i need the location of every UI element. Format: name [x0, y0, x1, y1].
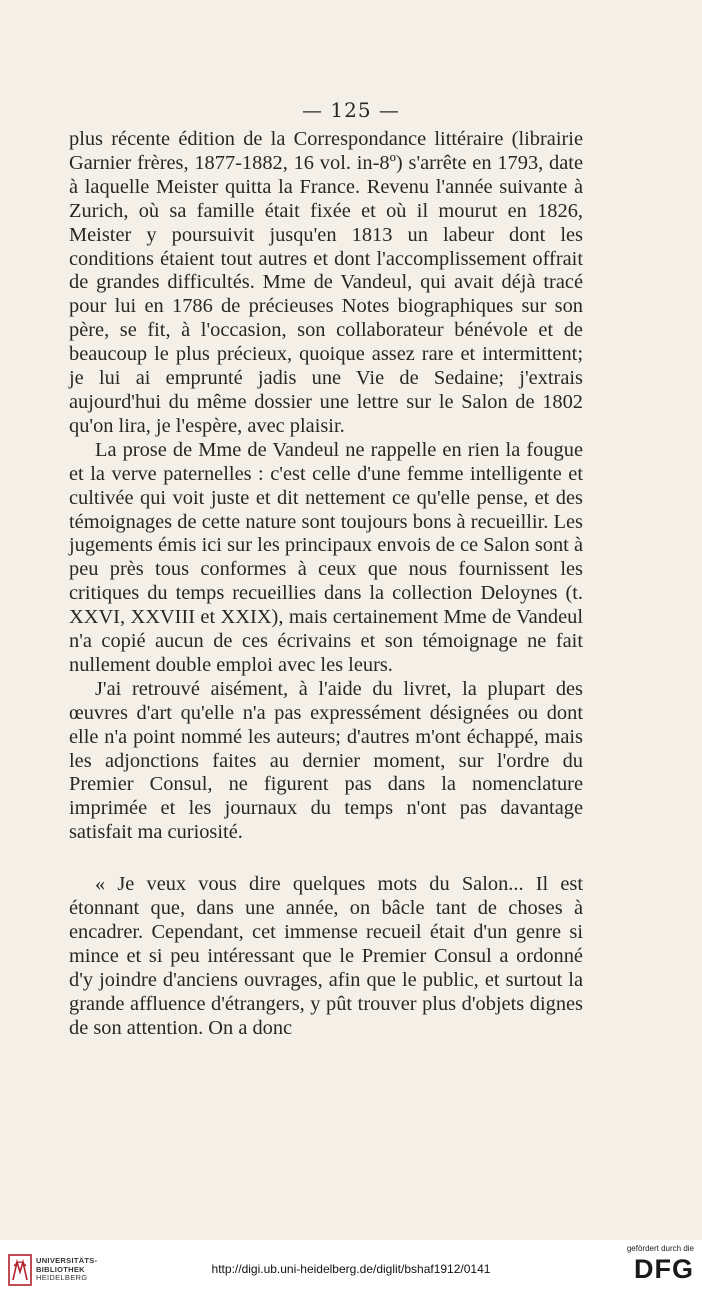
- digitization-footer: [0, 1240, 702, 1300]
- library-name-line3: HEIDELBERG: [36, 1273, 88, 1283]
- paragraph-4-quote: « Je veux vous dire quelques mots du Salon... Il est étonnant que, dans une année, on bâcle tant de choses à encadrer. Cependant, cet immense recueil était d'un genre si mince et si peu intéressant que le Premier Consul a ordonné d'y joindre d'anciens ouvrages, afin que le public, et surtout la grande affluence d'étrangers, y pût trouver plus d'objets dignes de son attention. On a donc: [69, 873, 583, 1039]
- permalink-url[interactable]: http://digi.ub.uni-heidelberg.de/diglit/bshaf1912/0141: [211, 1262, 491, 1276]
- paragraph-3: J'ai retrouvé aisément, à l'aide du livret, la plupart des œuvres d'art qu'elle n'a pas expressément désignées ou dont elle n'a point nommé les auteurs; d'autres m'ont échappé, mais les adjonctions faites au dernier moment, sur l'ordre du Premier Consul, ne figurent pas dans la nomenclature imprimée et les journaux du temps n'ont pas davantage satisfait ma curiosité.: [69, 677, 583, 844]
- library-name-line2: BIBLIOTHEK: [36, 1264, 85, 1274]
- body-text: [69, 128, 583, 1041]
- paragraph-1: plus récente édition de la Correspondance littéraire (librairie Garnier frères, 1877-1882, 16 vol. in-8º) s'arrête en 1793, date à laquelle Meister quitta la France. Revenu l'année suivante à Zurich, où sa famille était fixée et où il mourut en 1826, Meister y poursuivit jusqu'en 1813 un labeur dont les conditions étaient tout autres et dont l'accomplissement offrait de grandes difficultés. Mme de Vandeul, qui avait déjà tracé pour lui en 1786 de précieuses Notes biographiques sur son père, se fit, à l'occasion, son collaborateur bénévole et de beaucoup le plus précieux, quoique assez rare et intermittent; je lui ai emprunté jadis une Vie de Sedaine; j'extrais aujourd'hui du même dossier une lettre sur le Salon de 1802 qu'on lira, je l'espère, avec plaisir.: [69, 128, 583, 437]
- funder-logo[interactable]: [627, 1244, 694, 1283]
- funded-by-label: gefördert durch die: [626, 1244, 694, 1253]
- dfg-logo-text: DFG: [634, 1254, 694, 1284]
- page-number: — 125 —: [302, 98, 400, 122]
- paragraph-2: La prose de Mme de Vandeul ne rappelle en rien la fougue et la verve paternelles : c'est celle d'une femme intelligente et cultivée qui voit juste et dit nettement ce qu'elle pense, et des témoignages de cette nature sont toujours bons à recueillir. Les jugements émis ici sur les principaux envois de ce Salon sont à peu près tous conformes à ceux que nous fournissent les critiques du temps recueillies dans la collection Deloynes (t. XXVI, XXVIII et XXIX), mais certainement Mme de Vandeul n'a copié aucun de ces écrivains et son témoignage ne fait nullement double emploi avec les leurs.: [69, 438, 583, 676]
- library-name-line1: UNIVERSITÄTS-: [36, 1256, 98, 1266]
